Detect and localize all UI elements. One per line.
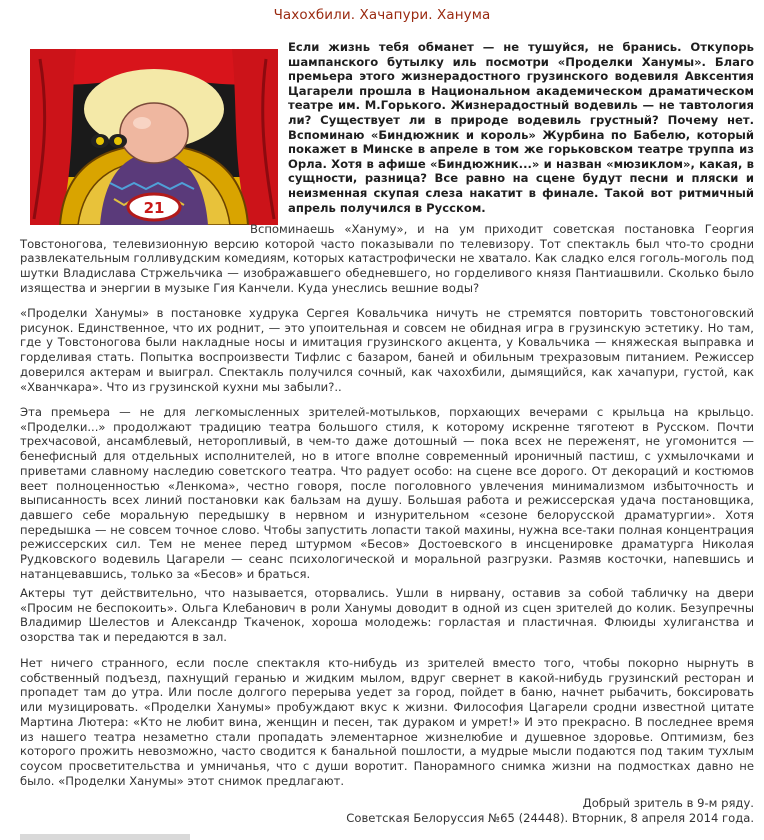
paragraph-5: Нет ничего странного, если после спектакля кто-нибудь из зрителей вместо того, чтобы покорно нырнуть в собственный подъезд, пахнущий геранью и жидким мылом, вдруг свернет в какой-нибудь грузинский ресторан и пропадет там до утра. Или после долгого перерыва уедет за город, пойдет в баню, начнет рыбачить, боксировать или музицировать. «Проделки Ханумы» пробуждают вкус к жизни. Философия Цагарели сродни известной цитате Мартина Лютера: «Кто не любит вина, женщин и песен, так дураком и умрет!» И это прекрасно. В последнее время из нашего театра незаметно стали пропадать элементарное жизнелюбие и душевное здоровье. Оптимизм, без которого прожить невозможно, часто сводится к банальной пошлости, а мудрые мысли подаются под таким тухлым соусом просветительства и умничанья, что с души воротит. Панорамного снимка жизни на подмостках давно не было. «Проделки Ханумы» этот снимок предлагают. [20,656,754,788]
paragraph-3: Эта премьера — не для легкомысленных зрителей-мотыльков, порхающих вечерами с крыльца на крыльцо. «Проделки...» продолжают традицию театра большого стиля, к которому искренне тяготеют в Русском. Почти трехчасовой, ансамблевый, неторопливый, в чем-то даже дотошный — пока всех не переженят, не угомонится — бенефисный для отдельных исполнителей, но в итоге вполне современный ироничный пастиш, с ухмылочками и приветами славному наследию советского театра. Что радует особо: на сцене все дорого. От декораций и костюмов веет полноценностью «Ленкома», честно говоря, после поголовного увлечения минимализмом избыточность и выписанность всех линий постановки как бальзам на душу. Большая работа и режиссерская удача постановщика, давшего себе моральную передышку в нервном и изнурительном «сезоне белорусской драматургии». Хотя передышка — не совсем точное слово. Чтобы запустить лопасти такой махины, нужна все-таки полная концентрация режиссерских сил. Тем не менее перед штурмом «Бесов» Достоевского в инсценировке драматурга Николая Рудковского водевиль Цагарели — сеанс психологической и моральной разгрузки. Размяв косточки, напевшись и натанцевавшись, только за «Бесов» и браться. [20,405,754,581]
article-title: Чахохбили. Хачапури. Ханума [273,7,491,23]
signature-source: Советская Белоруссия №65 (24448). Вторник, 8 апреля 2014 года. [346,811,754,825]
theater-caricature-illustration [30,49,278,225]
signature [346,796,754,826]
lead-paragraph: Если жизнь тебя обманет — не тушуйся, не бранись. Откупорь шампанского бутылку иль посмотри «Проделки Ханумы». Благо премьера этого жизнерадостного грузинского водевиля Авксентия Цагарели прошла в Национальном академическом драматическом театре им. М.Горького. Жизнерадостный водевиль — не тавтология ли? Существует ли в природе водевиль грустный? Почему нет. Вспоминаю «Биндюжник и король» Журбина по Бабелю, который покажет в Минске в апреле в том же горьковском театре труппа из Орла. Хотя в афише «Биндюжник...» и назван «мюзиклом», какая, в сущности, разница? Все равно на сцене будут песни и пляски и неизменная скупая слеза накатит в финале. Такой вот ритмичный апрель получился в Русском. [288,40,754,215]
paragraph-2: «Проделки Ханумы» в постановке худрука Сергея Ковальчика ничуть не стремятся повторить товстоноговский рисунок. Единственное, что их роднит, — это упоительная и совсем не обидная игра в грузинскую эстетику. Но там, где у Товстоногова были накладные носы и имитация грузинского акцента, у Ковальчика — княжеская выправка и горделивая стать. Попытка воспроизвести Тифлис с базаром, баней и обильным трехразовым питанием. Режиссер доверился актерам и выиграл. Спектакль получился сочный, как чахохбили, дымящийся, как хачапури, густой, как «Хванчкара». Что из грузинской кухни мы забыли?.. [20,306,754,394]
horizontal-scrollbar[interactable] [20,834,190,840]
paragraph-4: Актеры тут действительно, что называется, оторвались. Ушли в нирвану, оставив за собой табличку на двери «Просим не беспокоить». Ольга Клебанович в роли Ханумы доводит в одной из сцен зрителей до колик. Безупречны Владимир Шелестов и Александр Ткаченок, хороша молодежь: горластая и пластичная. Флюиды хулиганства и озорства так и передаются в зал. [20,586,754,645]
signature-author: Добрый зритель в 9-м ряду. [582,796,754,810]
seat-number-badge: 21 [143,199,165,217]
paragraph-1: Вспоминаешь «Хануму», и на ум приходит советская постановка Георгия Товстоногова, телевизионную версию которой часто показывали по телевизору. Тот спектакль был что-то сродни развлекательным голливудским комедиям, которых катастрофически не хватало. Как сладко елся гоголь-моголь под шутки Владислава Стржельчика — изображавшего обедневшего, но горделивого князя Пантиашвили. Сколько было изящества и энергии в музыке Гия Канчели. Куда унеслись вешние воды? [20,222,754,295]
